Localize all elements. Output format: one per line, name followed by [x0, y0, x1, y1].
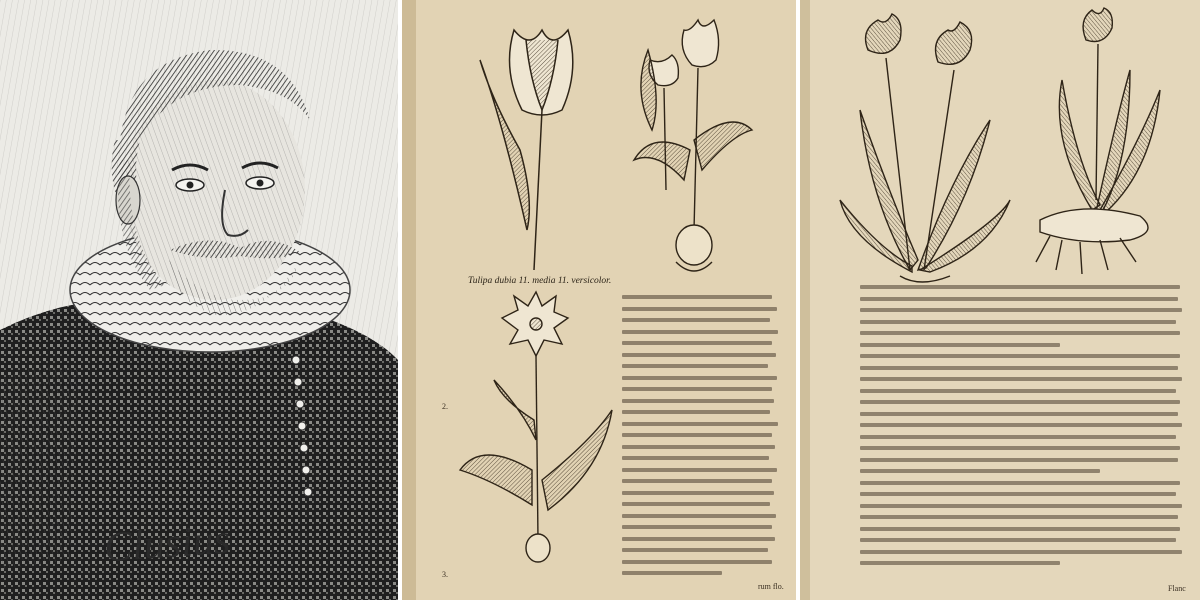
tulip-footer: rum flo. — [758, 582, 784, 591]
portrait-panel — [0, 0, 398, 600]
tulip-caption: Tulipa dubia 11. media 11. versicolor. — [468, 276, 612, 286]
iris-body-text — [860, 282, 1190, 582]
iris-page-panel — [800, 0, 1200, 600]
page-number-2: 2. — [442, 402, 448, 411]
tulip-page-panel — [402, 0, 796, 600]
page-number-3: 3. — [442, 570, 448, 579]
signature: Clusius — [102, 516, 232, 572]
iris-footer: Flanc — [1168, 584, 1186, 593]
portrait-engraving — [0, 0, 398, 600]
tulip-body-text — [622, 292, 782, 592]
